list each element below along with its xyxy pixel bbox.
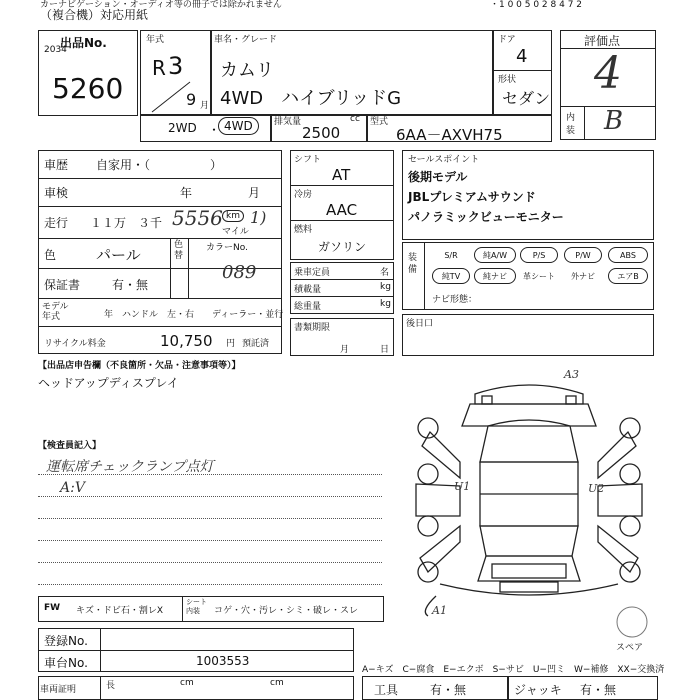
- equip-ext-navi: 外ナビ: [571, 271, 595, 281]
- fuel-value: ガソリン: [318, 240, 367, 254]
- inspector-line-2: A:V: [60, 480, 85, 496]
- deadline-month: 月: [340, 345, 350, 355]
- chassis-value: 1003553: [196, 654, 250, 668]
- score-label: 評価点: [584, 34, 621, 48]
- diagram-u1-left: U1: [454, 480, 471, 493]
- equip-airbag: エアB: [608, 268, 648, 284]
- model-name: カムリ: [220, 60, 274, 81]
- dimensions-label: 車両証明: [40, 685, 77, 695]
- seller-notes-text: ヘッドアップディスプレイ: [38, 376, 179, 390]
- capacity-unit: 名: [380, 268, 390, 278]
- seller-notes-label: 【出品店申告欄（不良箇所・欠品・注意事項等）】: [38, 361, 241, 371]
- top-note-2: （複合機）対応用紙: [40, 8, 149, 22]
- shift-value: AT: [332, 166, 351, 184]
- lot-number: 5260: [52, 72, 124, 105]
- jack-value: 有・無: [580, 683, 617, 697]
- year-slash: [142, 80, 202, 114]
- equip-sr: S/R: [444, 250, 458, 260]
- type-label: 型式: [370, 117, 389, 127]
- score-value: 4: [594, 48, 622, 99]
- top-right-code: ・1 0 0 5 0 2 8 4 7 2: [490, 0, 583, 10]
- door-value: 4: [516, 46, 528, 67]
- deadline-label: 書類期限: [294, 323, 331, 333]
- year-value: 3: [168, 52, 184, 80]
- ac-value: AAC: [326, 201, 358, 219]
- inspection-label: 車検: [44, 186, 69, 200]
- drive-2wd: 2WD: [168, 121, 197, 135]
- diagram-a3: A3: [564, 368, 579, 381]
- chassis-label: 車台No.: [44, 656, 88, 670]
- history-value: 自家用・（ ）: [96, 158, 223, 172]
- equip-pw: P/W: [564, 247, 602, 263]
- year-era: R: [152, 56, 166, 80]
- interior-value: B: [604, 106, 624, 136]
- color-sub: 色替: [174, 240, 184, 261]
- inspector-label: 【検査員記入】: [38, 441, 102, 451]
- model-grade: 4WD ハイブリッドG: [220, 88, 402, 109]
- top-note: カーナビゲーション・オーディオ等の冊子では除かれません: [40, 0, 282, 10]
- fw-seat: シート内装: [186, 598, 207, 615]
- diagram-a1: A1: [432, 604, 447, 617]
- mileage-label: 走行: [44, 216, 69, 230]
- equip-navi-type: ナビ形態：: [432, 295, 478, 305]
- dimensions-box: [38, 676, 354, 700]
- sales-point-2: JBLプレミアムサウンド: [408, 190, 536, 204]
- fw-text-1: キズ・ドビ石・割レX: [76, 606, 163, 616]
- year-month-unit: 月: [200, 101, 210, 111]
- recycle-label: リサイクル料金: [44, 339, 106, 349]
- shape-value: セダン: [502, 89, 551, 108]
- modelyear-handle: ハンドル 左・右: [122, 310, 195, 320]
- mileage-value: １１万 ３千: [90, 216, 163, 230]
- spare-label: スペア: [616, 643, 644, 653]
- car-diagram: [400, 366, 658, 620]
- color-no-value: 089: [222, 262, 257, 283]
- weight-label: 総重量: [294, 302, 322, 312]
- equipment-label: 装備: [408, 253, 418, 275]
- interior-label: 内装: [566, 113, 576, 136]
- equip-navi: 純ナビ: [474, 268, 516, 284]
- jack-label: ジャッキ: [514, 683, 562, 697]
- equip-aw: 純A/W: [474, 247, 516, 263]
- lot-code: 2034: [44, 45, 67, 55]
- model-label: 車名・グレード: [214, 35, 278, 45]
- warranty-label: 保証書: [44, 278, 81, 292]
- tools-label: 工具: [374, 683, 399, 697]
- inspector-line-1: 運転席チェックランプ点灯: [46, 459, 214, 475]
- type-value: 6AA－AXVH75: [396, 126, 503, 144]
- fw-text-2: コゲ・穴・汚レ・シミ・破レ・スレ: [214, 606, 359, 616]
- mileage-hand: 5556: [172, 206, 223, 230]
- mileage-mile: マイル: [222, 227, 249, 237]
- fuel-label: 燃料: [294, 225, 313, 235]
- equip-ps: P/S: [520, 247, 558, 263]
- equip-tv: 純TV: [432, 268, 470, 284]
- registration-label: 登録No.: [44, 634, 88, 648]
- sales-point-1: 後期モデル: [408, 170, 468, 184]
- capacity-label: 乗車定員: [294, 268, 331, 278]
- recycle-note: 預託済: [242, 339, 270, 349]
- deadline-day: 日: [380, 345, 390, 355]
- sales-points-label: セールスポイント: [408, 155, 480, 165]
- modelyear-dealer: ディーラー・並行: [212, 310, 284, 320]
- ac-label: 冷房: [294, 190, 313, 200]
- load-label: 積載量: [294, 285, 322, 295]
- sales-point-3: パノラミックビューモニター: [408, 210, 564, 224]
- color-value: パール: [96, 246, 141, 264]
- fw-label: FW: [44, 603, 61, 613]
- inspection-year: 年: [180, 186, 193, 200]
- year-month: 9: [186, 90, 197, 109]
- warranty-value: 有・無: [112, 278, 149, 292]
- shift-label: シフト: [294, 155, 322, 165]
- modelyear-year: 年: [104, 310, 114, 320]
- recycle-unit: 円: [226, 339, 236, 349]
- displacement-value: 2500: [302, 124, 341, 142]
- dimensions-length: 長: [106, 681, 116, 691]
- history-label: 車歴: [44, 158, 69, 172]
- displacement-label: 排気量: [274, 117, 302, 127]
- color-label: 色: [44, 248, 57, 262]
- after-box: [402, 314, 654, 356]
- dimensions-unit-2: cm: [270, 678, 284, 688]
- legend-text: A−キズ C−腐食 E−エクボ S−サビ U−凹ミ W−補修 XX−交換済: [362, 665, 665, 675]
- dimensions-unit-1: cm: [180, 678, 194, 688]
- weight-unit: kg: [380, 299, 391, 309]
- drive-4wd: 4WD: [218, 117, 259, 135]
- tools-value: 有・無: [430, 683, 467, 697]
- equip-abs: ABS: [608, 247, 648, 263]
- spare-tire-icon: [614, 604, 650, 640]
- load-unit: kg: [380, 282, 391, 292]
- recycle-value: 10,750: [160, 332, 213, 350]
- door-label: ドア: [498, 35, 516, 45]
- shape-label: 形状: [498, 75, 517, 85]
- displacement-unit: cc: [350, 114, 360, 124]
- modelyear-label: モデル年式: [42, 302, 69, 322]
- color-no-label: カラーNo.: [206, 243, 248, 253]
- mileage-km: km: [222, 210, 244, 222]
- after-label: 後日口: [406, 319, 434, 329]
- lot-label: 出品No.: [60, 36, 107, 50]
- inspection-month: 月: [248, 186, 261, 200]
- year-label: 年式: [146, 35, 165, 45]
- equip-leather: 革シート: [523, 271, 555, 281]
- diagram-u1-right: U2: [588, 482, 605, 495]
